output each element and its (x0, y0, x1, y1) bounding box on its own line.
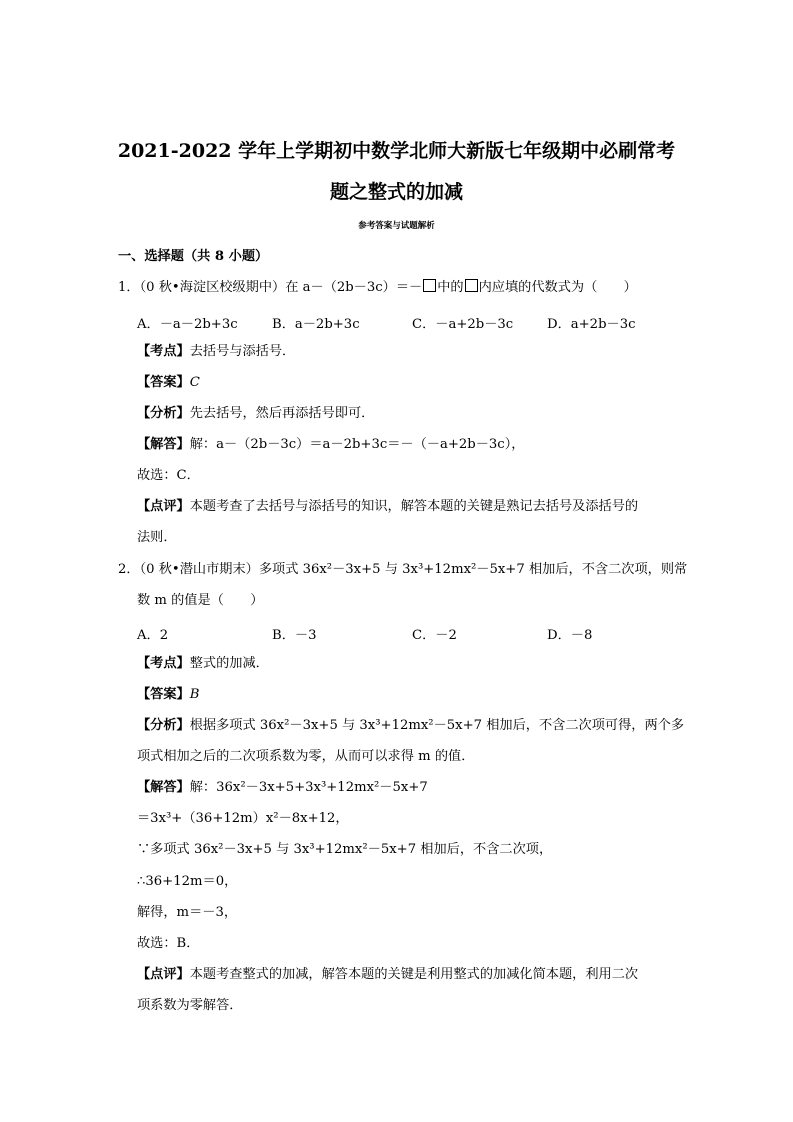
q1-dianping (137, 498, 638, 516)
q1-fenxi-text: 先去括号，然后再添括号即可． (189, 406, 375, 421)
q1-stem (118, 279, 637, 297)
q2-dianping-text: 本题考查整式的加减，解答本题的关键是利用整式的加减化简本题，利用二次 (189, 967, 639, 982)
jieda-tag: 【解答】 (137, 780, 190, 795)
q2-option-c: C．－2 (412, 628, 457, 643)
kaodian-tag: 【考点】 (137, 656, 190, 671)
q2-jieda-line2: ＝3x³+（36+12m）x²－8x+12， (137, 811, 349, 826)
blank-box-icon (465, 279, 478, 292)
q1-fenxi (137, 405, 374, 423)
q2-jieda (137, 779, 428, 797)
q1-answer-value: C (189, 375, 200, 390)
q1-jieda (137, 436, 524, 454)
q2-guxuan: 故选：B． (137, 936, 200, 951)
q1-stem-tail: 内应填的代数式为（ ） (478, 280, 637, 295)
q1-option-d: D．a+2b－3c (547, 317, 636, 332)
q1-kaodian-text: 去括号与添括号． (189, 344, 296, 359)
q2-jieda-line5: 解得，m＝－3， (137, 905, 238, 920)
q1-guxuan: 故选：C． (137, 468, 200, 483)
dianping-tag: 【点评】 (137, 967, 190, 982)
q2-jieda-line3: ∵多项式 36x²－3x+5 与 3x³+12mx²－5x+7 相加后，不含二次项， (137, 842, 553, 857)
doc-subtitle: 参考答案与试题解析 (358, 221, 435, 231)
q1-option-a: A．－a－2b+3c (137, 317, 238, 332)
section-heading: 一、选择题（共 8 小题） (118, 249, 269, 264)
q2-answer (137, 686, 199, 704)
kaodian-tag: 【考点】 (137, 344, 190, 359)
q2-jieda-text: 解：36x²－3x+5+3x³+12mx²－5x+7 (189, 780, 428, 795)
answer-tag: 【答案】 (137, 687, 190, 702)
dianping-tag: 【点评】 (137, 499, 190, 514)
q1-answer (137, 374, 200, 392)
q2-kaodian (137, 655, 269, 673)
q2-jieda-line4: ∴36+12m＝0， (137, 874, 238, 889)
q2-stem-line2: 数 m 的值是（ ） (137, 593, 264, 608)
q1-stem-expr: a－（2b－3c）＝－ (302, 280, 423, 295)
q1-dianping-cont: 法则． (137, 530, 177, 545)
q2-answer-value: B (189, 687, 200, 702)
q1-kaodian (137, 343, 295, 361)
q2-dianping-cont: 项系数为零解答． (137, 998, 243, 1013)
q2-option-a: A．2 (137, 628, 169, 643)
q1-jieda-text: 解：a－（2b－3c）＝a－2b+3c＝－（－a+2b－3c）， (189, 437, 525, 452)
q2-dianping (137, 966, 638, 984)
q2-fenxi (137, 717, 684, 735)
q2-fenxi-cont: 项式相加之后的二次项系数为零，从而可以求得 m 的值． (137, 749, 475, 764)
doc-title-line2: 题之整式的加减 (329, 181, 463, 203)
q1-option-c: C．－a+2b－3c (412, 317, 514, 332)
fenxi-tag: 【分析】 (137, 718, 190, 733)
answer-tag: 【答案】 (137, 375, 190, 390)
q2-fenxi-text: 根据多项式 36x²－3x+5 与 3x³+12mx²－5x+7 相加后，不含二次项可得，两个多 (189, 718, 685, 733)
q1-dianping-text: 本题考查了去括号与添括号的知识，解答本题的关键是熟记去括号及添括号的 (189, 499, 639, 514)
fenxi-tag: 【分析】 (137, 406, 190, 421)
q2-option-d: D．－8 (547, 628, 593, 643)
q2-option-b: B．－3 (272, 628, 317, 643)
q1-option-b: B．a－2b+3c (272, 317, 360, 332)
doc-title-line1: 2021-2022 学年上学期初中数学北师大新版七年级期中必刷常考 (117, 140, 676, 162)
q1-stem-prefix: 1．（0 秋•海淀区校级期中）在 (118, 280, 299, 295)
jieda-tag: 【解答】 (137, 437, 190, 452)
q2-stem-line1: 2．（0 秋•潜山市期末）多项式 36x²－3x+5 与 3x³+12mx²－5x+7 相加后，不含二次项，则常 (118, 562, 688, 577)
q1-stem-suffix: 中的 (437, 280, 464, 295)
q2-kaodian-text: 整式的加减． (189, 656, 269, 671)
blank-box-icon (423, 279, 436, 292)
